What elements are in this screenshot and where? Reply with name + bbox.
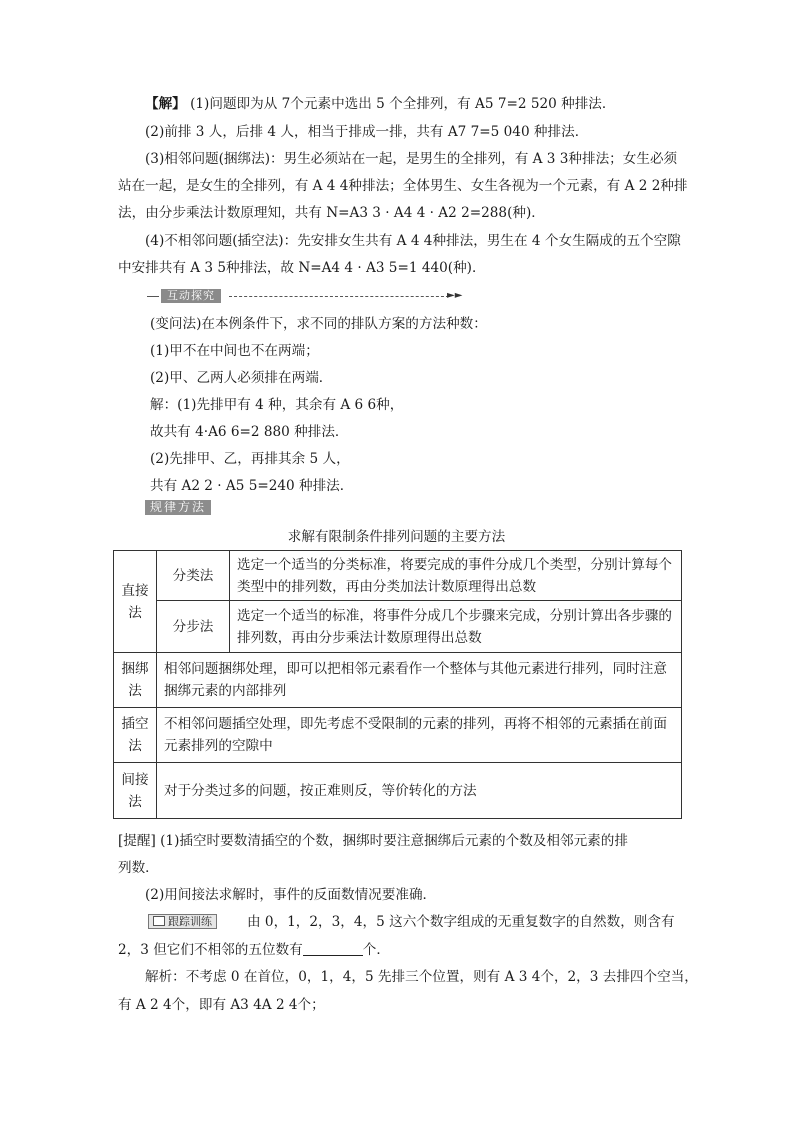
table-row [114,763,682,819]
classify-method-text: 选定一个适当的分类标准，将要完成的事件分成几个类型，分别计算每个类型中的排列数，再由分类加法计数原理得出总数 [230,551,682,601]
table-row [114,708,682,763]
interactive-tag: 互动探究 [161,289,221,303]
tip-line-1: [提醒] (1)插空时要数清插空的个数，捆绑时要注意捆绑后元素的个数及相邻元素的排 [118,833,628,849]
solution-line-3: (3)相邻问题(捆绑法)：男生必须站在一起，是男生的全排列，有 A 3 3种排法；女生必须 [145,151,678,167]
answer-blank [303,941,363,956]
follow-line-2-text: 2，3 但它们不相邻的五位数有 [118,942,303,958]
solution-line-6: (4)不相邻问题(插空法)：先安排女生共有 A 4 4种排法，男生在 4 个女生隔成的五个空隙 [145,233,681,249]
notebook-icon [153,916,165,926]
tip-line-3: (2)用间接法求解时，事件的反面数情况要准确． [145,887,437,903]
interactive-line-7: 共有 A2 2 · A5 5=240 种排法． [150,478,354,494]
table-row [114,551,682,601]
divider-line-left [147,296,159,297]
follow-badge-label: 跟踪训练 [168,915,212,928]
interactive-line-6: (2)先排甲、乙，再排其余 5 人， [150,451,350,467]
table-row [114,601,682,653]
follow-training-badge [148,914,217,929]
bundle-method-text: 相邻问题捆绑处理，即可以把相邻元素看作一个整体与其他元素进行排列，同时注意捆绑元素的内部排列 [157,653,682,708]
indirect-method-label: 间接法 [114,763,157,819]
solution-line-5: 法，由分步乘法计数原理知，共有 N=A3 3 · A4 4 · A2 2=288(种)． [118,205,545,221]
divider-dashed-line [229,296,449,297]
tip-line-2: 列数． [118,860,159,876]
bundle-method-label: 捆绑法 [114,653,157,708]
direct-method-label: 直接法 [114,551,157,653]
interactive-line-5: 故共有 4·A6 6=2 880 种排法． [150,424,349,440]
follow-line-1: 由 0，1，2，3，4，5 这六个数字组成的无重复数字的自然数，则含有 [247,914,675,930]
solution-line-7: 中安排共有 A 3 5种排法，故 N=A4 4 · A3 5=1 440(种)． [118,260,486,276]
interactive-divider [147,289,465,303]
insert-method-text: 不相邻问题插空处理，即先考虑不受限制的元素的排列，再将不相邻的元素插在前面元素排列的空隙中 [157,708,682,763]
rule-method-badge: 规律方法 [145,500,211,515]
classify-method-label: 分类法 [157,551,230,601]
table-row [114,653,682,708]
solution-line-1 [145,94,615,114]
interactive-line-4: 解：(1)先排甲有 4 种，其余有 A 6 6种， [150,397,404,413]
solution-label: 【解】 [145,96,186,112]
solution-text-1: (1)问题即为从 7个元素中选出 5 个全排列，有 A5 7=2 520 种排法． [190,96,616,112]
follow-line-2 [118,940,390,960]
interactive-line-3: (2)甲、乙两人必须排在两端． [150,370,333,386]
methods-table [113,550,682,819]
solution-line-2: (2)前排 3 人，后排 4 人，相当于排成一排，共有 A7 7=5 040 种排法． [145,124,589,140]
follow-line-3: 解析：不考虑 0 在首位，0，1，4，5 先排三个位置，则有 A 3 4个，2，3 去排四个空当， [145,969,698,985]
interactive-line-1: (变问法)在本例条件下，求不同的排队方案的方法种数： [150,316,487,332]
solution-line-4: 站在一起，是女生的全排列，有 A 4 4种排法；全体男生、女生各视为一个元素，有 A 2 2种排 [118,178,688,194]
step-method-label: 分步法 [157,601,230,653]
table-title: 求解有限制条件排列问题的主要方法 [287,529,506,545]
interactive-line-2: (1)甲不在中间也不在两端； [150,343,319,359]
follow-line-4: 有 A 2 4个，即有 A3 4A 2 4个； [118,997,325,1013]
indirect-method-text: 对于分类过多的问题，按正难则反，等价转化的方法 [157,763,682,819]
arrow-icon: ►► [447,290,463,301]
insert-method-label: 插空法 [114,708,157,763]
follow-line-2-end: 个． [362,942,390,958]
step-method-text: 选定一个适当的标准，将事件分成几个步骤来完成，分别计算出各步骤的排列数，再由分步乘法计数原理得出总数 [230,601,682,653]
